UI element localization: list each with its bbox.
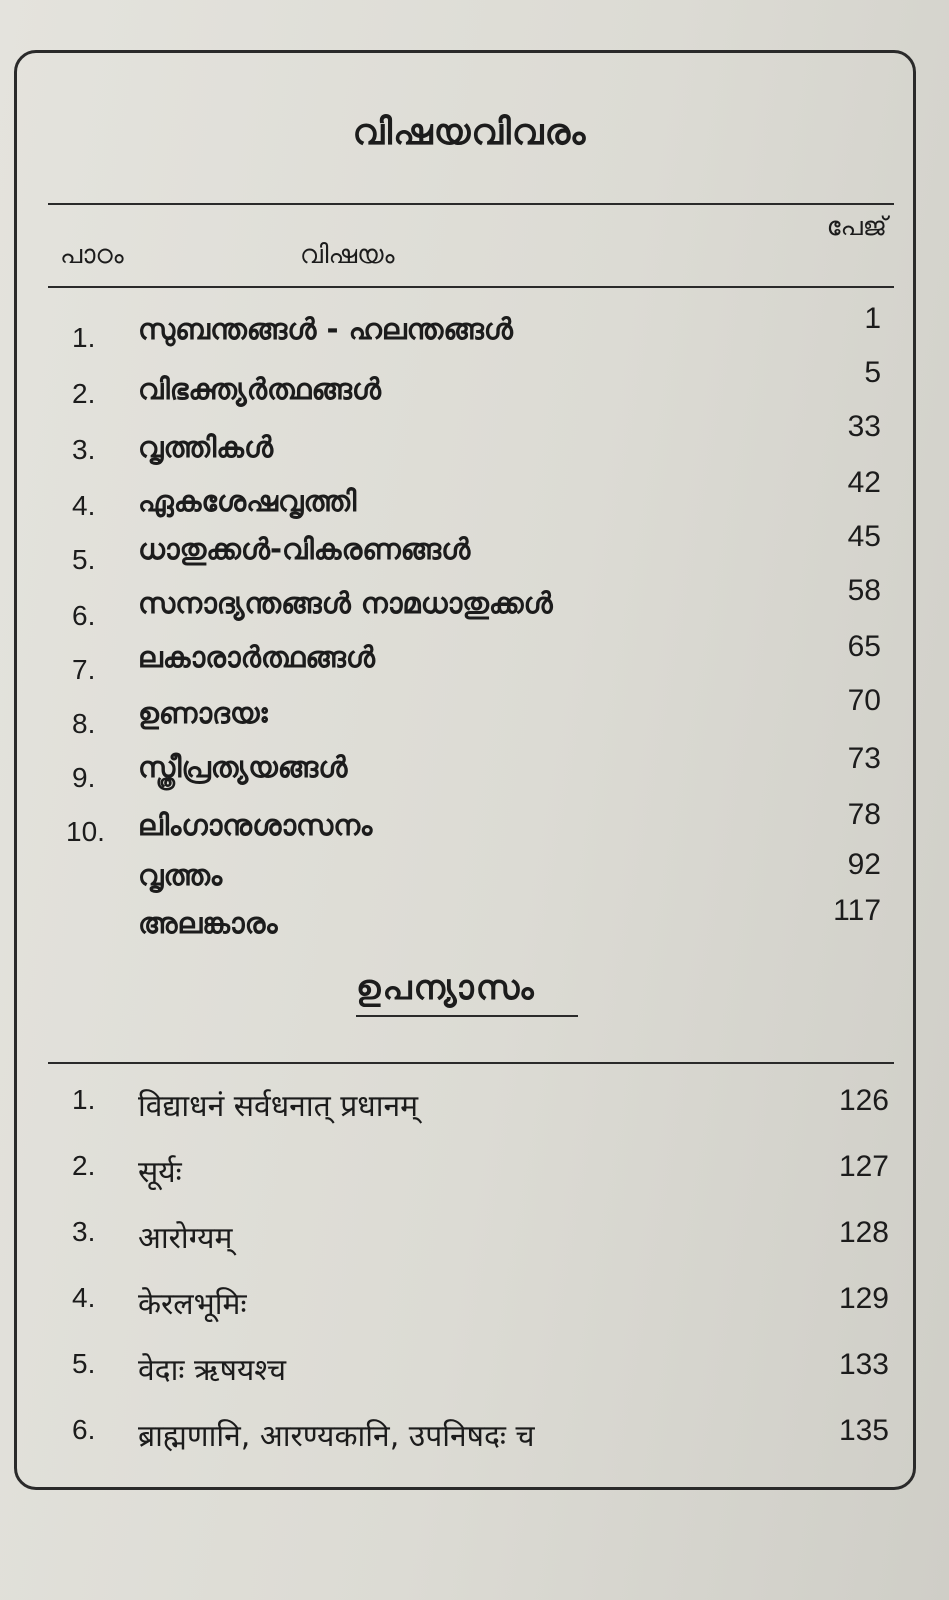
row-number: 10. bbox=[66, 816, 105, 847]
essay-row bbox=[0, 1414, 949, 1454]
row-topic: സനാദ്യന്തങ്ങൾ നാമധാതുക്കൾ bbox=[138, 586, 553, 620]
row-topic: केरलभूमिः bbox=[138, 1287, 247, 1322]
row-topic: ब्राह्मणानि, आरण्यकानि, उपनिषदः च bbox=[138, 1419, 535, 1454]
toc-row bbox=[0, 302, 949, 353]
toc-row bbox=[0, 410, 949, 468]
toc-row bbox=[0, 798, 949, 854]
header-page: പേജ് bbox=[826, 212, 887, 242]
row-topic: ധാതുക്കൾ-വികരണങ്ങൾ bbox=[138, 532, 471, 566]
row-page: 65 bbox=[847, 630, 881, 663]
row-number: 8. bbox=[72, 708, 96, 739]
row-topic: സ്ത്രീപ്രത്യയങ്ങൾ bbox=[138, 750, 348, 784]
row-page: 45 bbox=[847, 520, 881, 553]
subtitle-underline bbox=[356, 1015, 578, 1017]
row-page: 70 bbox=[847, 684, 881, 717]
row-number: 5. bbox=[72, 1348, 96, 1379]
row-number: 6. bbox=[72, 600, 96, 631]
row-number: 5. bbox=[72, 544, 96, 575]
row-page: 117 bbox=[833, 894, 881, 927]
row-topic: ലകാരാർത്ഥങ്ങൾ bbox=[138, 640, 375, 674]
row-number: 2. bbox=[72, 378, 96, 409]
essay-row bbox=[0, 1282, 949, 1322]
row-page: 127 bbox=[838, 1150, 889, 1183]
row-page: 135 bbox=[838, 1414, 889, 1447]
page-title: വിഷയവിവരം bbox=[352, 112, 587, 153]
row-number: 9. bbox=[72, 762, 96, 793]
toc-row bbox=[0, 742, 949, 800]
row-topic: आरोग्यम् bbox=[138, 1221, 233, 1256]
row-number: 1. bbox=[72, 322, 96, 353]
row-topic: ലിംഗാനുശാസനം bbox=[138, 808, 373, 842]
row-page: 58 bbox=[847, 574, 881, 607]
essay-row bbox=[0, 1150, 949, 1190]
row-number: 3. bbox=[72, 1216, 96, 1247]
row-page: 92 bbox=[847, 848, 881, 881]
row-page: 78 bbox=[847, 798, 881, 831]
row-topic: അലങ്കാരം bbox=[138, 906, 278, 940]
header-topic: വിഷയം bbox=[300, 240, 395, 270]
row-number: 4. bbox=[72, 1282, 96, 1313]
toc-row bbox=[0, 630, 949, 690]
row-number: 2. bbox=[72, 1150, 96, 1181]
row-page: 33 bbox=[847, 410, 881, 443]
row-topic: ഏകശേഷവൃത്തി bbox=[138, 484, 357, 518]
row-page: 126 bbox=[838, 1084, 889, 1117]
toc-row bbox=[0, 574, 949, 634]
row-page: 5 bbox=[864, 356, 881, 389]
section-subtitle: ഉപന്യാസം bbox=[356, 968, 536, 1008]
row-page: 42 bbox=[847, 466, 881, 499]
row-topic: वेदाः ऋषयश्च bbox=[138, 1353, 287, 1388]
row-page: 129 bbox=[838, 1282, 889, 1315]
row-number: 6. bbox=[72, 1414, 96, 1445]
essay-row bbox=[0, 1084, 949, 1124]
row-number: 4. bbox=[72, 490, 96, 521]
toc-row bbox=[0, 520, 949, 578]
row-topic: വിഭക്ത്യർത്ഥങ്ങൾ bbox=[138, 372, 382, 406]
row-topic: വൃത്തികൾ bbox=[138, 430, 274, 464]
row-page: 1 bbox=[864, 302, 881, 335]
toc-row bbox=[0, 466, 949, 524]
row-number: 1. bbox=[72, 1084, 96, 1115]
toc-row bbox=[0, 684, 949, 746]
row-page: 73 bbox=[847, 742, 881, 775]
row-page: 133 bbox=[838, 1348, 889, 1381]
row-topic: ഉണാദയഃ bbox=[138, 696, 268, 730]
row-number: 7. bbox=[72, 654, 96, 685]
title-divider bbox=[48, 203, 894, 205]
row-topic: സുബന്തങ്ങൾ - ഹലന്തങ്ങൾ bbox=[138, 312, 513, 346]
toc-row bbox=[0, 356, 949, 410]
section-divider bbox=[48, 1062, 894, 1064]
row-topic: വൃത്തം bbox=[138, 858, 223, 892]
header-lesson: പാഠം bbox=[60, 240, 124, 270]
row-topic: सूर्यः bbox=[138, 1155, 182, 1190]
row-topic: विद्याधनं सर्वधनात् प्रधानम् bbox=[138, 1089, 419, 1124]
toc-row bbox=[0, 894, 949, 946]
essay-row bbox=[0, 1216, 949, 1256]
header-divider bbox=[48, 286, 894, 288]
essay-row bbox=[0, 1348, 949, 1388]
toc-row bbox=[0, 848, 949, 902]
row-page: 128 bbox=[838, 1216, 889, 1249]
row-number: 3. bbox=[72, 434, 96, 465]
